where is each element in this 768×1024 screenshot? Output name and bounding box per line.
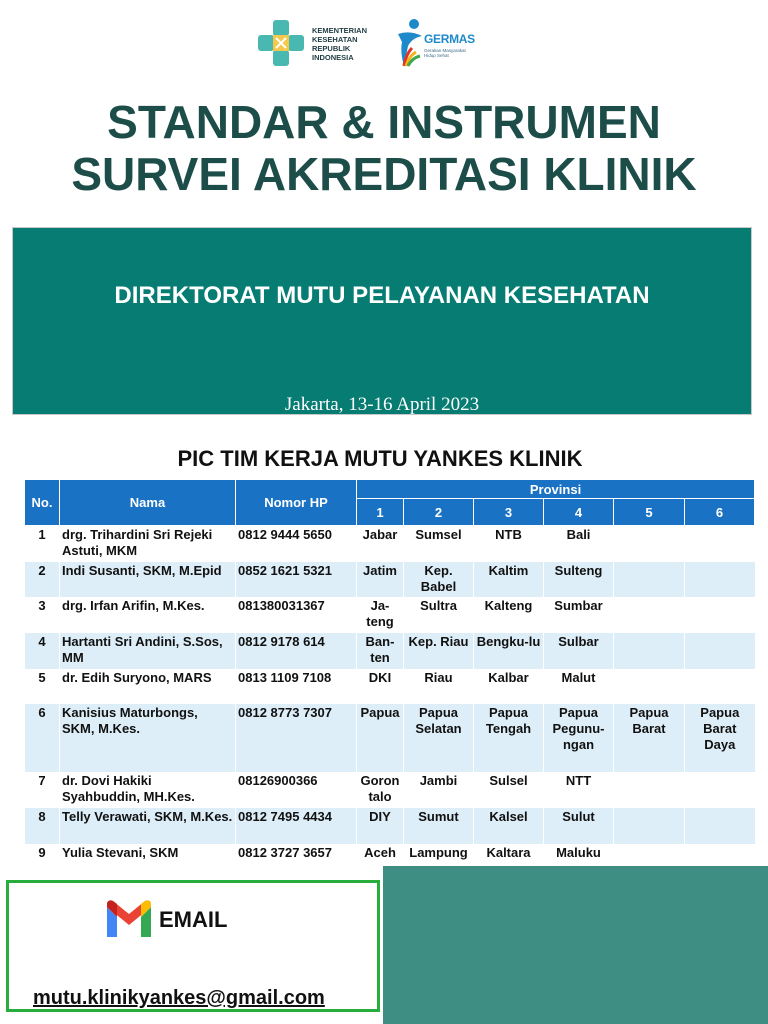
header-provinsi-6: 6 [685,499,755,526]
cell-provinsi-3: Papua Tengah [474,704,544,772]
table-row [25,808,755,844]
cell-provinsi-5 [614,633,685,669]
cell-provinsi-3: Kalsel [474,808,544,844]
cell-nama: dr. Edih Suryono, MARS [60,669,236,704]
cell-provinsi-6 [685,808,755,844]
cell-provinsi-2: Sumut [404,808,474,844]
cell-provinsi-2: Kep. Babel [404,562,474,597]
pic-table [24,479,755,868]
table-row [25,772,755,808]
cell-provinsi-5 [614,772,685,808]
cell-provinsi-3: Bengku-lu [474,633,544,669]
kemenkes-emblem-icon [256,18,306,68]
teal-decor-box [383,866,768,1024]
header-provinsi-4: 4 [544,499,614,526]
header-provinsi-2: 2 [404,499,474,526]
cell-provinsi-2: Kep. Riau [404,633,474,669]
cell-nomor-hp: 081380031367 [236,597,357,633]
cell-provinsi-4: Bali [544,526,614,562]
cell-no: 8 [25,808,60,844]
cell-provinsi-5 [614,526,685,562]
cell-provinsi-1: Papua [357,704,404,772]
header-logos [0,14,768,74]
table-row [25,562,755,597]
germas-figure-icon [394,16,426,68]
kemenkes-line-1: KEMENTERIAN [312,26,368,35]
cell-provinsi-1: DIY [357,808,404,844]
cell-provinsi-3: Kalteng [474,597,544,633]
pic-section-title: PIC TIM KERJA MUTU YANKES KLINIK [177,446,583,471]
cell-nomor-hp: 0812 9444 5650 [236,526,357,562]
cell-provinsi-1: DKI [357,669,404,704]
table-row [25,526,755,562]
header-nama: Nama [60,480,236,526]
cell-no: 2 [25,562,60,597]
table-row [25,704,755,772]
cell-provinsi-4: Sulut [544,808,614,844]
cell-provinsi-4: Papua Pegunu-ngan [544,704,614,772]
germas-logo [394,16,484,74]
table-row [25,633,755,669]
email-address-link[interactable]: mutu.klinikyankes@gmail.com [33,987,325,1009]
cell-provinsi-1: Goron talo [357,772,404,808]
cell-provinsi-1: Ja-teng [357,597,404,633]
cell-provinsi-5 [614,562,685,597]
cell-no: 4 [25,633,60,669]
cell-provinsi-3: NTB [474,526,544,562]
cell-nama: drg. Trihardini Sri Rejeki Astuti, MKM [60,526,236,562]
cell-provinsi-4: NTT [544,772,614,808]
email-label: EMAIL [159,907,228,932]
cell-nama: Hartanti Sri Andini, S.Sos, MM [60,633,236,669]
cell-provinsi-5: Papua Barat [614,704,685,772]
kemenkes-logo [256,18,376,74]
table-row [25,597,755,633]
germas-subtitle: Gerakan Masyarakat Hidup Sehat [424,48,466,58]
header-provinsi-1: 1 [357,499,404,526]
cell-provinsi-1: Jabar [357,526,404,562]
cell-provinsi-6 [685,633,755,669]
cell-provinsi-5 [614,597,685,633]
cell-provinsi-5 [614,669,685,704]
header-nomor-hp: Nomor HP [236,480,357,526]
cell-nomor-hp: 0812 3727 3657 [236,844,357,868]
cell-provinsi-2: Riau [404,669,474,704]
table-row [25,844,755,868]
kemenkes-name [312,26,367,62]
directorate-banner [12,227,752,415]
cell-provinsi-5 [614,844,685,868]
cell-no: 9 [25,844,60,868]
cell-nomor-hp: 0852 1621 5321 [236,562,357,597]
cell-nomor-hp: 0812 8773 7307 [236,704,357,772]
gmail-icon [105,899,153,941]
header-provinsi-5: 5 [614,499,685,526]
cell-provinsi-2: Lampung [404,844,474,868]
table-row [25,669,755,704]
cell-provinsi-5 [614,808,685,844]
cell-nama: Kanisius Maturbongs, SKM, M.Kes. [60,704,236,772]
cell-provinsi-2: Papua Selatan [404,704,474,772]
pic-table-body [25,526,755,868]
cell-provinsi-4: Malut [544,669,614,704]
cell-provinsi-6 [685,526,755,562]
cell-provinsi-6 [685,562,755,597]
page-title [0,96,768,200]
cell-no: 5 [25,669,60,704]
email-box [6,880,380,1012]
cell-no: 1 [25,526,60,562]
cell-provinsi-1: Aceh [357,844,404,868]
cell-nomor-hp: 08126900366 [236,772,357,808]
cell-nama: Yulia Stevani, SKM [60,844,236,868]
cell-nomor-hp: 0813 1109 7108 [236,669,357,704]
germas-title: GERMAS [424,32,475,46]
cell-nama: drg. Irfan Arifin, M.Kes. [60,597,236,633]
header-no: No. [25,480,60,526]
banner-heading: DIREKTORAT MUTU PELAYANAN KESEHATAN [114,282,650,309]
cell-provinsi-2: Jambi [404,772,474,808]
cell-provinsi-4: Maluku [544,844,614,868]
cell-provinsi-6: Papua Barat Daya [685,704,755,772]
cell-nomor-hp: 0812 9178 614 [236,633,357,669]
cell-no: 6 [25,704,60,772]
cell-provinsi-3: Sulsel [474,772,544,808]
cell-provinsi-3: Kaltara [474,844,544,868]
cell-nama: Telly Verawati, SKM, M.Kes. [60,808,236,844]
page-title-line-2: SURVEI AKREDITASI KLINIK [71,148,697,200]
cell-nomor-hp: 0812 7495 4434 [236,808,357,844]
banner-date: Jakarta, 13-16 April 2023 [284,394,480,415]
cell-provinsi-3: Kaltim [474,562,544,597]
cell-provinsi-2: Sumsel [404,526,474,562]
cell-provinsi-6 [685,844,755,868]
kemenkes-line-2: KESEHATAN [312,35,358,44]
header-provinsi-3: 3 [474,499,544,526]
cell-provinsi-4: Sulteng [544,562,614,597]
cell-no: 3 [25,597,60,633]
cell-provinsi-6 [685,772,755,808]
kemenkes-line-4: INDONESIA [312,53,354,62]
cell-provinsi-6 [685,597,755,633]
cell-provinsi-4: Sulbar [544,633,614,669]
page-title-line-1: STANDAR & INSTRUMEN [107,96,661,148]
cell-provinsi-3: Kalbar [474,669,544,704]
cell-provinsi-6 [685,669,755,704]
cell-provinsi-4: Sumbar [544,597,614,633]
cell-nama: dr. Dovi Hakiki Syahbuddin, MH.Kes. [60,772,236,808]
header-provinsi: Provinsi [357,480,755,499]
cell-provinsi-1: Jatim [357,562,404,597]
cell-nama: Indi Susanti, SKM, M.Epid [60,562,236,597]
kemenkes-line-3: REPUBLIK [312,44,351,53]
cell-no: 7 [25,772,60,808]
cell-provinsi-2: Sultra [404,597,474,633]
cell-provinsi-1: Ban-ten [357,633,404,669]
